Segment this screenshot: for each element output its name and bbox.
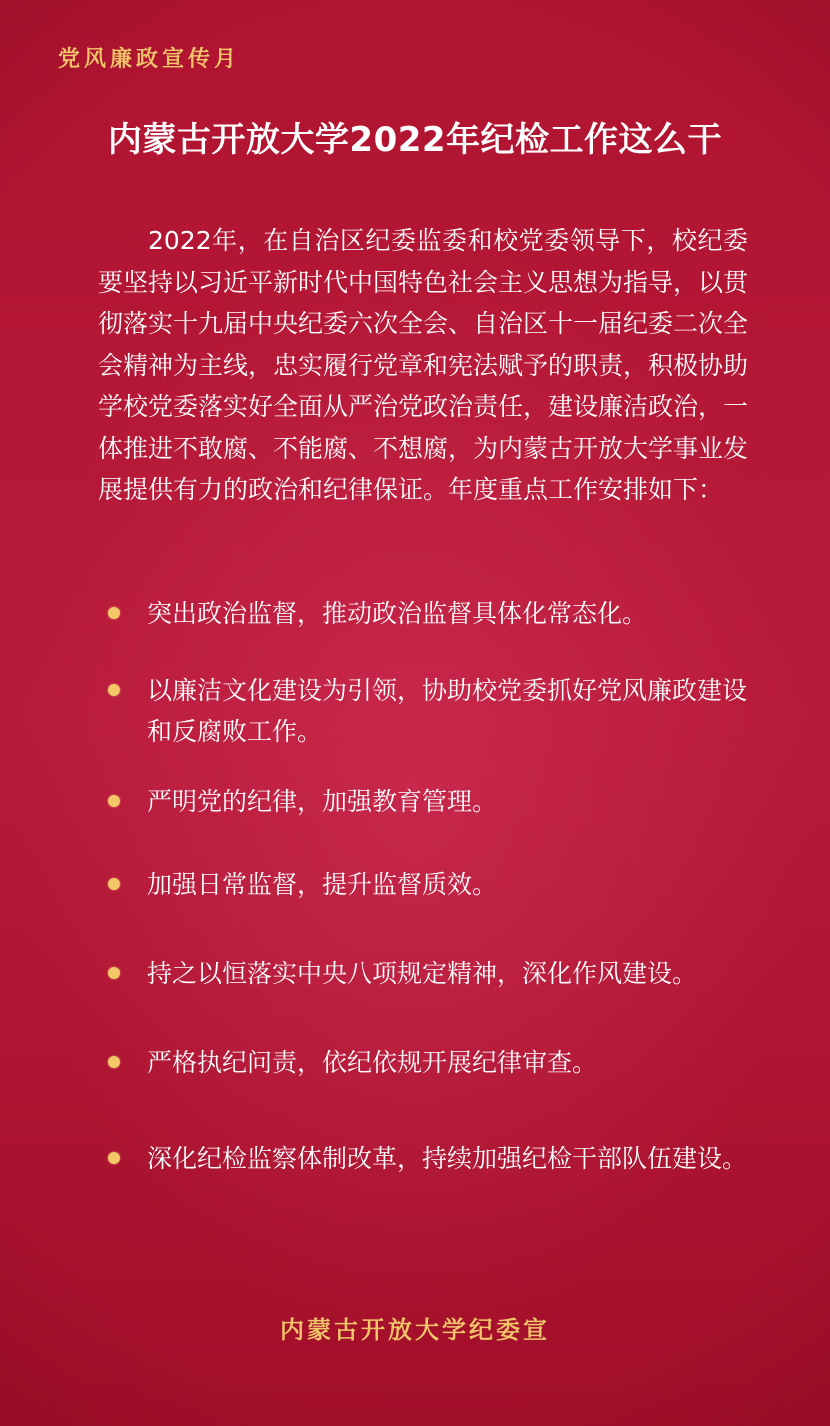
footer-org: 内蒙古开放大学纪委宣 <box>280 1315 550 1344</box>
intro-paragraph: 2022年，在自治区纪委监委和校党委领导下，校纪委要坚持以习近平新时代中国特色社会主义思想为指导，以贯彻落实十九届中央纪委六次全会、自治区十一届纪委二次全会精神为主线，忠实履行党章和宪法赋予的职责，积极协助学校党委落实好全面从严治党政治责任，建设廉洁政治，一体推进不敢腐、不能腐、不想腐，为内蒙古开放大学事业发展提供有力的政治和纪律保证。年度重点工作安排如下： <box>98 226 749 504</box>
bullet-dot-icon <box>108 1056 120 1068</box>
task-item <box>108 1042 748 1083</box>
bullet-dot-icon <box>108 1152 120 1164</box>
task-item <box>108 670 748 752</box>
task-text: 持之以恒落实中央八项规定精神，深化作风建设。 <box>147 959 698 988</box>
task-text: 突出政治监督，推动政治监督具体化常态化。 <box>147 599 648 628</box>
task-item <box>108 864 748 905</box>
task-text: 严明党的纪律，加强教育管理。 <box>147 787 498 816</box>
task-item <box>108 1138 748 1179</box>
header-tag: 党风廉政宣传月 <box>58 46 241 72</box>
task-item <box>108 953 748 994</box>
task-text: 深化纪检监察体制改革，持续加强纪检干部队伍建设。 <box>147 1144 748 1173</box>
task-text: 以廉洁文化建设为引领，协助校党委抓好党风廉政建设和反腐败工作。 <box>147 676 748 746</box>
bullet-dot-icon <box>108 795 120 807</box>
task-item <box>108 781 748 822</box>
task-text: 严格执纪问责，依纪依规开展纪律审查。 <box>147 1048 598 1077</box>
page-title: 内蒙古开放大学2022年纪检工作这么干 <box>107 120 723 160</box>
task-text: 加强日常监督，提升监督质效。 <box>147 870 498 899</box>
bullet-dot-icon <box>108 684 120 696</box>
task-item <box>108 593 748 634</box>
bullet-dot-icon <box>108 967 120 979</box>
bullet-dot-icon <box>108 607 120 619</box>
bullet-dot-icon <box>108 878 120 890</box>
